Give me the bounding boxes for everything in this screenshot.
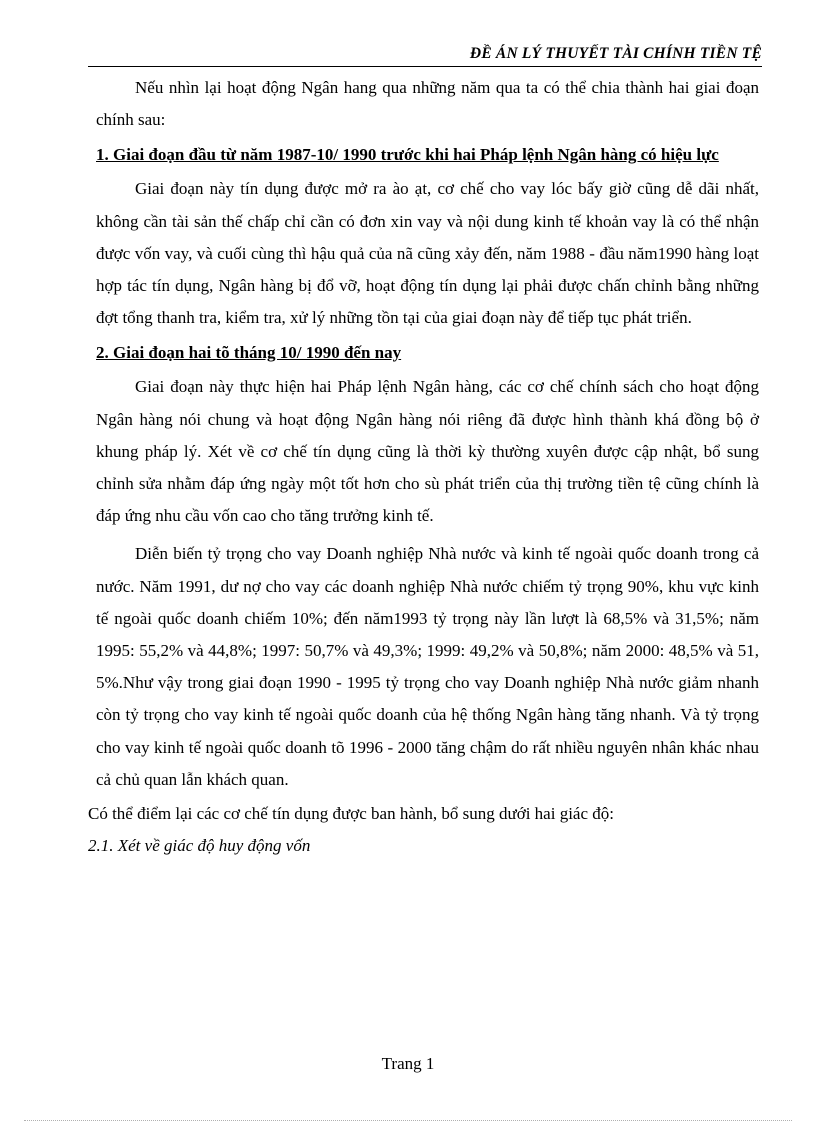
page-footer (0, 1054, 816, 1074)
subsection-heading: 2.1. Xét về giác độ huy động vốn (88, 836, 311, 856)
page-header (88, 44, 762, 67)
document-body (88, 72, 759, 862)
page-number: Trang 1 (381, 1054, 435, 1073)
paragraph-3: Diễn biến tỷ trọng cho vay Doanh nghiệp Nhà nước và kinh tế ngoài quốc doanh trong cả nước. Năm 1991, dư nợ cho vay các doanh nghiệp Nhà nước chiếm tỷ trọng 90%, khu vực kinh tế ngoài quốc doanh chiếm 10%; đến năm1993 tỷ trọng này lần lượt là 68,5% và 31,5%; năm 1995: 55,2% và 44,8%; 1997: 50,7% và 49,3%; 1999: 49,2% và 50,8%; năm 2000: 48,5% và 51, 5%.Như vậy trong giai đoạn 1990 - 1995 tỷ trọng cho vay Doanh nghiệp Nhà nước giảm nhanh còn tỷ trọng cho vay kinh tế ngoài quốc doanh của hệ thống Ngân hàng tăng nhanh. Và tỷ trọng cho vay kinh tế ngoài quốc doanh tõ 1996 - 2000 tăng chậm do rất nhiều nguyên nhân khác nhau cả chủ quan lẫn khách quan. (96, 544, 759, 789)
page-bottom-divider (24, 1120, 792, 1121)
paragraph-2: Giai đoạn này thực hiện hai Pháp lệnh Ngân hàng, các cơ chế chính sách cho hoạt động Ngân hàng nói chung và hoạt động Ngân hàng nói riêng đã được hình thành khá đồng bộ ở khung pháp lý. Xét về cơ chế tín dụng cũng là thời kỳ thường xuyên được cập nhật, bổ sung chỉnh sửa nhằm đáp ứng ngày một tốt hơn cho sù phát triển của thị trường tiền tệ cũng chính là đáp ứng nhu cầu vốn cao cho tăng trưởng kinh tế. (96, 377, 759, 526)
header-title: ĐỀ ÁN LÝ THUYẾT TÀI CHÍNH TIỀN TỆ (469, 45, 762, 62)
paragraph-1: Giai đoạn này tín dụng được mở ra ào ạt, cơ chế cho vay lóc bấy giờ cũng dễ dãi nhất, không cần tài sản thế chấp chỉ cần có đơn xin vay và nội dung kinh tế khoản vay là có thể nhận được vốn vay, và cuối cùng thì hậu quả của nã cũng xảy đến, năm 1988 - đầu năm1990 hàng loạt hợp tác tín dụng, Ngân hàng bị đổ vỡ, hoạt động tín dụng lại phải được chấn chỉnh bằng những đợt tổng thanh tra, kiểm tra, xử lý những tồn tại của giai đoạn này để tiếp tục phát triển. (96, 179, 759, 328)
section-heading-2: 2. Giai đoạn hai tõ tháng 10/ 1990 đến nay (96, 343, 402, 363)
paragraph-4: Có thể điểm lại các cơ chế tín dụng được ban hành, bổ sung dưới hai giác độ: (88, 804, 614, 824)
section-heading-1: 1. Giai đoạn đầu từ năm 1987-10/ 1990 trước khi hai Pháp lệnh Ngân hàng có hiệu lực (96, 145, 719, 165)
intro-paragraph: Nếu nhìn lại hoạt động Ngân hang qua những năm qua ta có thể chia thành hai giai đoạn chính sau: (96, 78, 759, 130)
